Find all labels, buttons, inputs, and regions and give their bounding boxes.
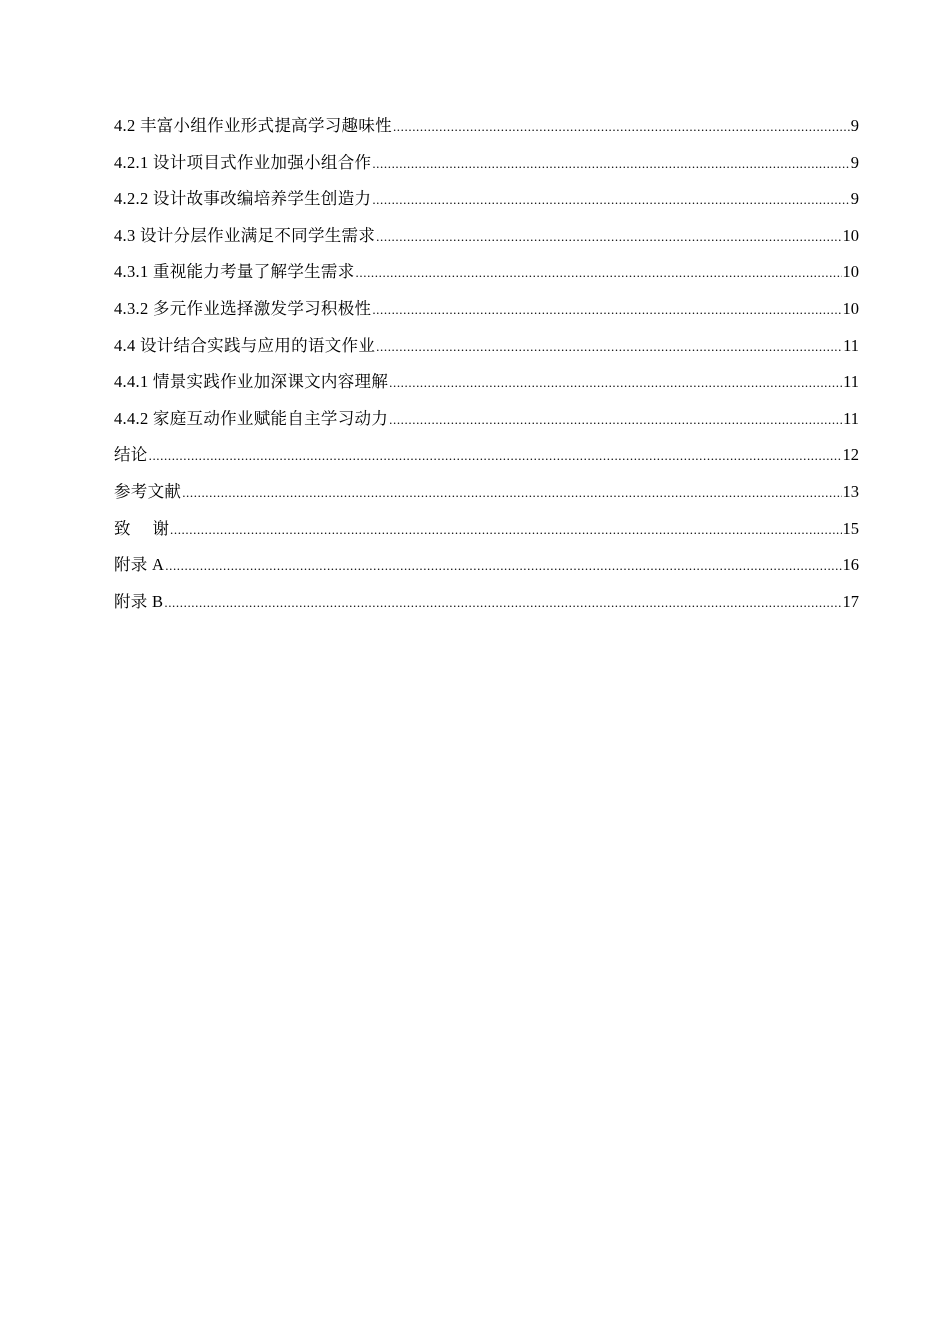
toc-entry-4-2-1[interactable] — [114, 145, 859, 182]
toc-dot-leader — [149, 438, 842, 475]
toc-entry-label: 4.3.2 多元作业选择激发学习积极性 — [114, 298, 372, 318]
toc-entry-label: 参考文献 — [114, 481, 182, 501]
toc-dot-leader — [165, 548, 841, 585]
toc-dot-leader — [376, 329, 842, 366]
toc-entry-label: 附录 B — [114, 591, 164, 611]
toc-page-number: 17 — [842, 591, 859, 611]
toc-entry-label: 4.2.2 设计故事改编培养学生创造力 — [114, 189, 372, 209]
toc-entry-4-2-2[interactable] — [114, 181, 859, 218]
toc-page-number: 10 — [842, 298, 859, 318]
toc-dot-leader — [372, 292, 841, 329]
toc-page-number: 12 — [842, 445, 859, 465]
toc-entry-label: 附录 A — [114, 555, 165, 575]
toc-entry-appendix-b[interactable] — [114, 584, 859, 621]
toc-entry-4-3-1[interactable] — [114, 254, 859, 291]
toc-page-number: 10 — [842, 225, 859, 245]
toc-entry-references[interactable] — [114, 474, 859, 511]
toc-page-number: 11 — [843, 372, 859, 392]
toc-entry-label-part2: 谢 — [152, 518, 169, 538]
toc-entry-label — [114, 511, 169, 548]
toc-page-number: 11 — [843, 335, 859, 355]
toc-entry-4-4-1[interactable] — [114, 364, 859, 401]
toc-page-number: 9 — [850, 189, 859, 209]
toc-dot-leader — [389, 402, 842, 439]
toc-page-number: 10 — [842, 262, 859, 282]
toc-page-number: 16 — [842, 555, 859, 575]
toc-entry-4-4[interactable] — [114, 328, 859, 365]
toc-entry-appendix-a[interactable] — [114, 547, 859, 584]
toc-entry-conclusion[interactable] — [114, 437, 859, 474]
toc-entry-label: 4.2.1 设计项目式作业加强小组合作 — [114, 152, 372, 172]
toc-entry-4-3-2[interactable] — [114, 291, 859, 328]
toc-entry-label: 结论 — [114, 445, 148, 465]
toc-page-number: 9 — [850, 116, 859, 135]
toc-page-number: 9 — [850, 152, 859, 172]
toc-entry-label-part1: 致 — [114, 518, 131, 538]
toc-entry-label: 4.2 丰富小组作业形式提高学习趣味性 — [114, 116, 392, 135]
toc-entry-4-2[interactable] — [114, 108, 859, 145]
toc-entry-acknowledgements[interactable] — [114, 511, 859, 548]
table-of-contents — [114, 108, 859, 620]
toc-page-number: 13 — [842, 481, 859, 501]
toc-dot-leader — [164, 585, 841, 622]
toc-entry-label: 4.4.2 家庭互动作业赋能自主学习动力 — [114, 408, 389, 428]
toc-dot-leader — [356, 255, 842, 292]
toc-entry-4-4-2[interactable] — [114, 401, 859, 438]
toc-dot-leader — [182, 475, 841, 512]
toc-entry-label: 4.4.1 情景实践作业加深课文内容理解 — [114, 372, 389, 392]
toc-entry-label: 4.4 设计结合实践与应用的语文作业 — [114, 335, 376, 355]
toc-page-number: 11 — [843, 408, 859, 428]
toc-entry-4-3[interactable] — [114, 218, 859, 255]
toc-entry-label: 4.3 设计分层作业满足不同学生需求 — [114, 225, 376, 245]
toc-dot-leader — [372, 182, 849, 219]
toc-page-number: 15 — [842, 518, 859, 538]
toc-dot-leader — [393, 109, 850, 146]
toc-dot-leader — [170, 512, 842, 549]
toc-dot-leader — [376, 219, 841, 256]
toc-dot-leader — [389, 365, 842, 402]
toc-dot-leader — [372, 146, 849, 183]
toc-entry-label: 4.3.1 重视能力考量了解学生需求 — [114, 262, 355, 282]
